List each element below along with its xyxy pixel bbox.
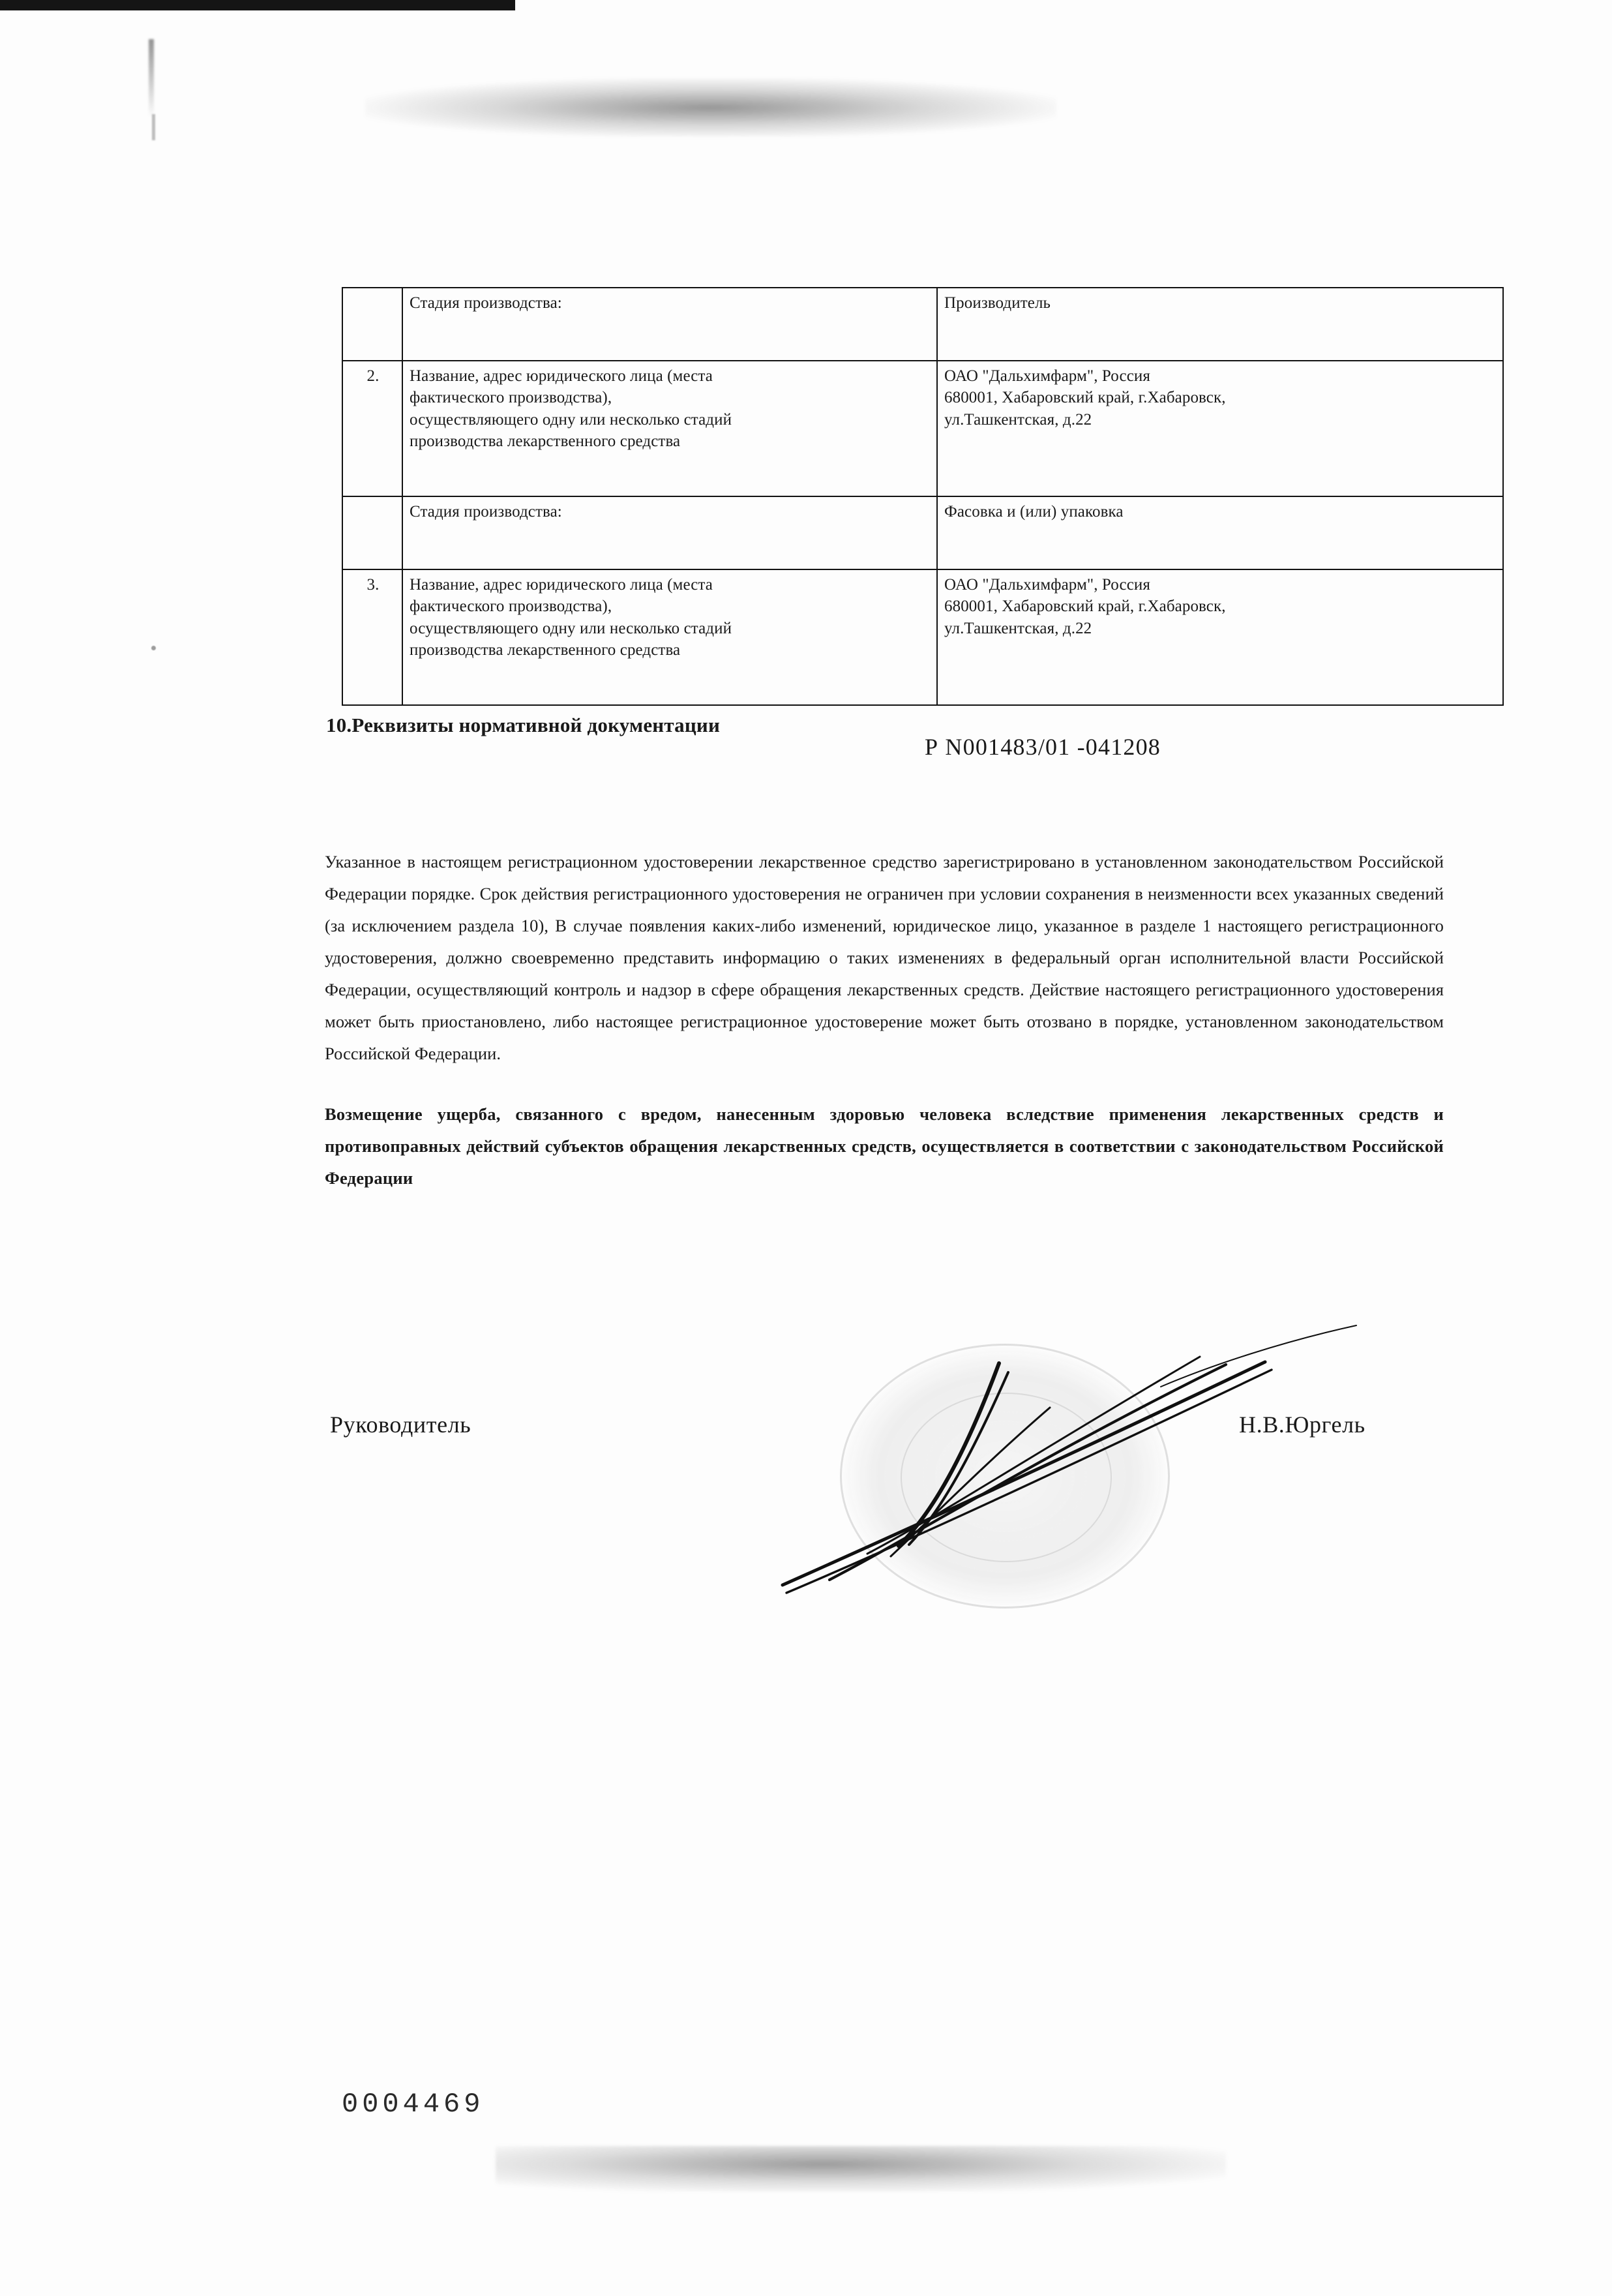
- label-line: Название, адрес юридического лица (места: [410, 367, 713, 385]
- label-line: осуществляющего одну или несколько стадий: [410, 619, 732, 637]
- document-serial-number: 0004469: [342, 2089, 485, 2120]
- row-label-cell: Стадия производства:: [402, 496, 937, 569]
- scan-artifact-top-smudge: [365, 78, 1056, 137]
- row-number-cell: [342, 496, 402, 569]
- scan-artifact-top-bar: [0, 0, 515, 10]
- row-label-cell: [402, 361, 937, 496]
- table-row: [342, 496, 1503, 569]
- section-10-heading: 10.Реквизиты нормативной документации: [326, 714, 721, 736]
- value-line: 680001, Хабаровский край, г.Хабаровск,: [944, 389, 1226, 407]
- row-number-cell: 3.: [342, 569, 402, 705]
- row-label-cell: Стадия производства:: [402, 288, 937, 361]
- signatory-title: Руководитель: [330, 1412, 471, 1438]
- value-line: ул.Ташкентская, д.22: [944, 410, 1092, 429]
- signatory-name: Н.В.Юргель: [1239, 1412, 1366, 1438]
- scan-artifact-dot: [151, 646, 156, 650]
- scan-artifact-left-streak-2: [152, 114, 155, 140]
- manufacturing-stages-table: [342, 287, 1504, 706]
- label-line: производства лекарственного средства: [410, 432, 681, 450]
- label-line: осуществляющего одну или несколько стадий: [410, 410, 732, 429]
- row-value-cell: Фасовка и (или) упаковка: [937, 496, 1503, 569]
- body-text-block: [325, 846, 1444, 1194]
- table-row: [342, 569, 1503, 705]
- paragraph-liability-notice: Возмещение ущерба, связанного с вредом, нанесенным здоровью человека вследствие применения лекарственных средств и противоправных действий субъектов обращения лекарственных средств, осуществляется в соответствии с законодательством Российской Федерации: [325, 1104, 1444, 1188]
- table-row: [342, 288, 1503, 361]
- value-line: 680001, Хабаровский край, г.Хабаровск,: [944, 597, 1226, 616]
- row-value-cell: [937, 361, 1503, 496]
- row-value-cell: Производитель: [937, 288, 1503, 361]
- value-line: ОАО "Дальхимфарм", Россия: [944, 367, 1150, 385]
- value-line: ОАО "Дальхимфарм", Россия: [944, 576, 1150, 594]
- row-number-cell: [342, 288, 402, 361]
- row-value-cell: [937, 569, 1503, 705]
- row-number-cell: 2.: [342, 361, 402, 496]
- row-label-cell: [402, 569, 937, 705]
- scan-artifact-bottom-smudge: [496, 2146, 1226, 2192]
- registration-number: Р N001483/01 -041208: [925, 734, 1161, 760]
- label-line: Название, адрес юридического лица (места: [410, 576, 713, 594]
- label-line: фактического производства),: [410, 389, 612, 407]
- value-line: ул.Ташкентская, д.22: [944, 619, 1092, 637]
- paragraph-registration-terms: Указанное в настоящем регистрационном удостоверении лекарственное средство зарегистрировано в установленном законодательством Российской Федерации порядке. Срок действия регистрационного удостоверения не ограничен при условии сохранения в неизменности всех указанных сведений (за исключением раздела 10), В случае появления каких-либо изменений, юридическое лицо, указанное в разделе 1 настоящего регистрационного удостоверения, должно своевременно представить информацию о таких изменениях в федеральный орган исполнительной власти Российской Федерации, осуществляющий контроль и надзор в сфере обращения лекарственных средств. Действие настоящего регистрационного удостоверения может быть приостановлено, либо настоящее регистрационное удостоверение может быть отозвано в порядке, установленном законодательством Российской Федерации.: [325, 852, 1444, 1063]
- table-row: [342, 361, 1503, 496]
- handwritten-signature: [769, 1324, 1369, 1605]
- scan-artifact-left-streak: [149, 39, 154, 117]
- label-line: производства лекарственного средства: [410, 641, 681, 659]
- label-line: фактического производства),: [410, 597, 612, 616]
